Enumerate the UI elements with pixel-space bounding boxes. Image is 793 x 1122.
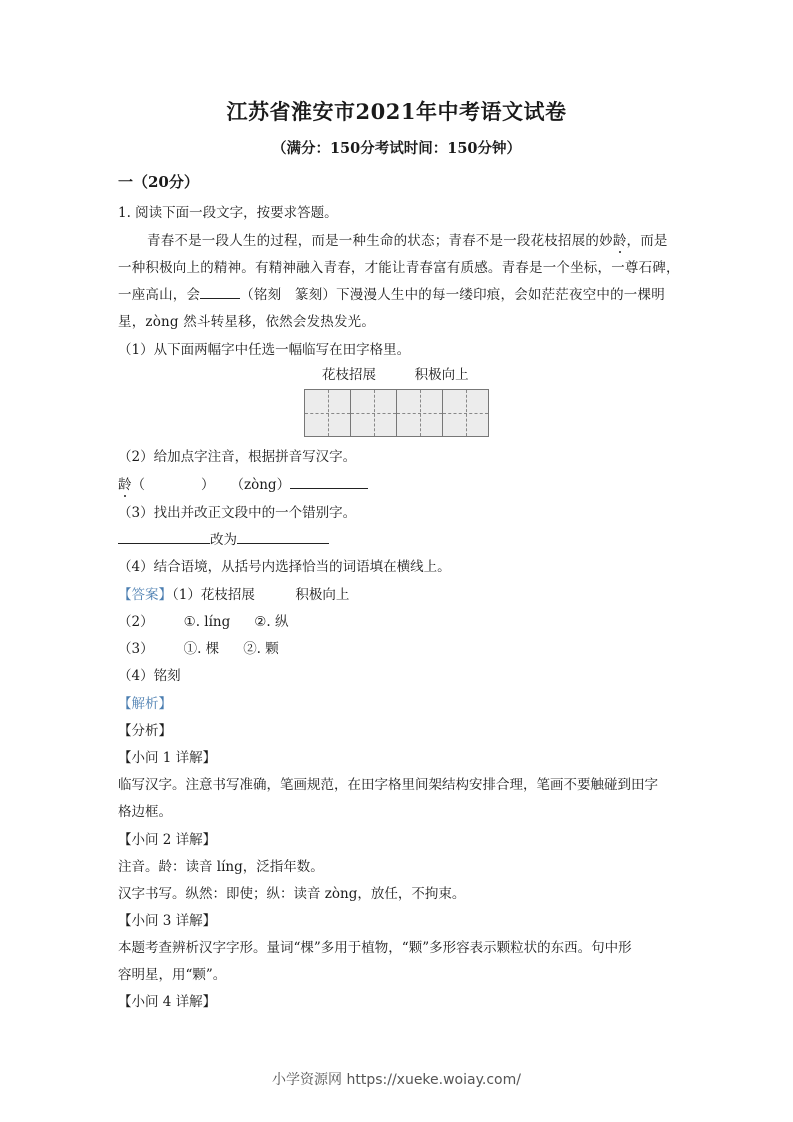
q2-detail-heading: 【小问 2 详解】: [118, 832, 217, 848]
option-a: 花枝招展: [322, 367, 376, 383]
dotted-char: 龄: [118, 473, 132, 493]
footer-watermark: 小学资源网 https://xueke.woiay.com/: [272, 1072, 521, 1088]
grid-cell[interactable]: [305, 390, 351, 436]
q1-detail-heading: 【小问 1 详解】: [118, 750, 217, 766]
question-1-prompt: 1. 阅读下面一段文字，按要求答题。: [118, 205, 338, 221]
analysis-label: 【解析】: [118, 696, 172, 712]
dotted-char: 龄: [613, 229, 627, 249]
q1-detail-line-1: 临写汉字。注意书写准确，笔画规范，在田字格里间架结构安排合理，笔画不要触碰到田字: [118, 777, 658, 793]
sub-question-3-prompt: （3）找出并改正文段中的一个错别字。: [118, 505, 357, 521]
passage-line-1: 青春不是一段人生的过程，而是一种生命的状态；青春不是一段花枝招展的妙龄，而是: [147, 229, 668, 249]
section-heading: 一（20分）: [118, 173, 199, 191]
sub-question-1-prompt: （1）从下面两幅字中任选一幅临写在田字格里。: [118, 342, 411, 358]
page-title: 江苏省淮安市2021年中考语文试卷: [226, 99, 567, 124]
fenxi-heading: 【分析】: [118, 723, 172, 739]
sub-question-3-answer-line: 改为: [118, 528, 329, 548]
answer-line-1: 【答案】（1）花枝招展 积极向上: [118, 587, 350, 603]
fill-blank[interactable]: [200, 286, 240, 299]
answer-label: 【答案】: [118, 587, 172, 603]
answer-line-3: （3） ①. 棵 ②. 颗: [118, 641, 279, 657]
wrong-char-blank[interactable]: [118, 531, 210, 544]
q3-detail-heading: 【小问 3 详解】: [118, 913, 217, 929]
q1-detail-line-2: 格边框。: [118, 804, 172, 820]
answer-line-4: （4）铭刻: [118, 668, 181, 684]
grid-cell[interactable]: [351, 390, 397, 436]
sub-question-2-prompt: （2）给加点字注音，根据拼音写汉字。: [118, 449, 357, 465]
sub-question-2-answer-line: 龄（ ） （zòng）: [118, 473, 368, 493]
passage-line-2: 一种积极向上的精神。有精神融入青春，才能让青春富有质感。青春是一个坐标，一尊石碑，: [118, 260, 680, 276]
sub-question-4-prompt: （4）结合语境，从括号内选择恰当的词语填在横线上。: [118, 559, 451, 575]
option-b: 积极向上: [414, 367, 469, 383]
passage-line-4: 星，zòng 然斗转星移，依然会发热发光。: [118, 314, 376, 330]
hanzi-blank[interactable]: [290, 476, 368, 489]
answer-line-2: （2） ①. líng ②. 纵: [118, 614, 289, 630]
correct-char-blank[interactable]: [237, 531, 329, 544]
grid-cell[interactable]: [397, 390, 443, 436]
tianzige-grid[interactable]: [304, 389, 489, 437]
grid-cell[interactable]: [443, 390, 488, 436]
passage-line-3: 一座高山，会 （铭刻 篆刻）下漫漫人生中的每一缕印痕，会如茫茫夜空中的一棵明: [118, 287, 665, 303]
q2-detail-line-1: 注音。龄：读音 líng，泛指年数。: [118, 859, 324, 875]
copy-options: [322, 363, 469, 383]
q4-detail-heading: 【小问 4 详解】: [118, 994, 217, 1010]
q3-detail-line-1: 本题考查辨析汉字字形。量词“棵”多用于植物，“颗”多形容表示颗粒状的东西。句中形: [118, 940, 632, 956]
q2-detail-line-2: 汉字书写。纵然：即使；纵：读音 zòng，放任，不拘束。: [118, 886, 466, 902]
q3-detail-line-2: 容明星，用“颗”。: [118, 967, 227, 983]
exam-subtitle: （满分：150分考试时间：150分钟）: [271, 140, 522, 157]
